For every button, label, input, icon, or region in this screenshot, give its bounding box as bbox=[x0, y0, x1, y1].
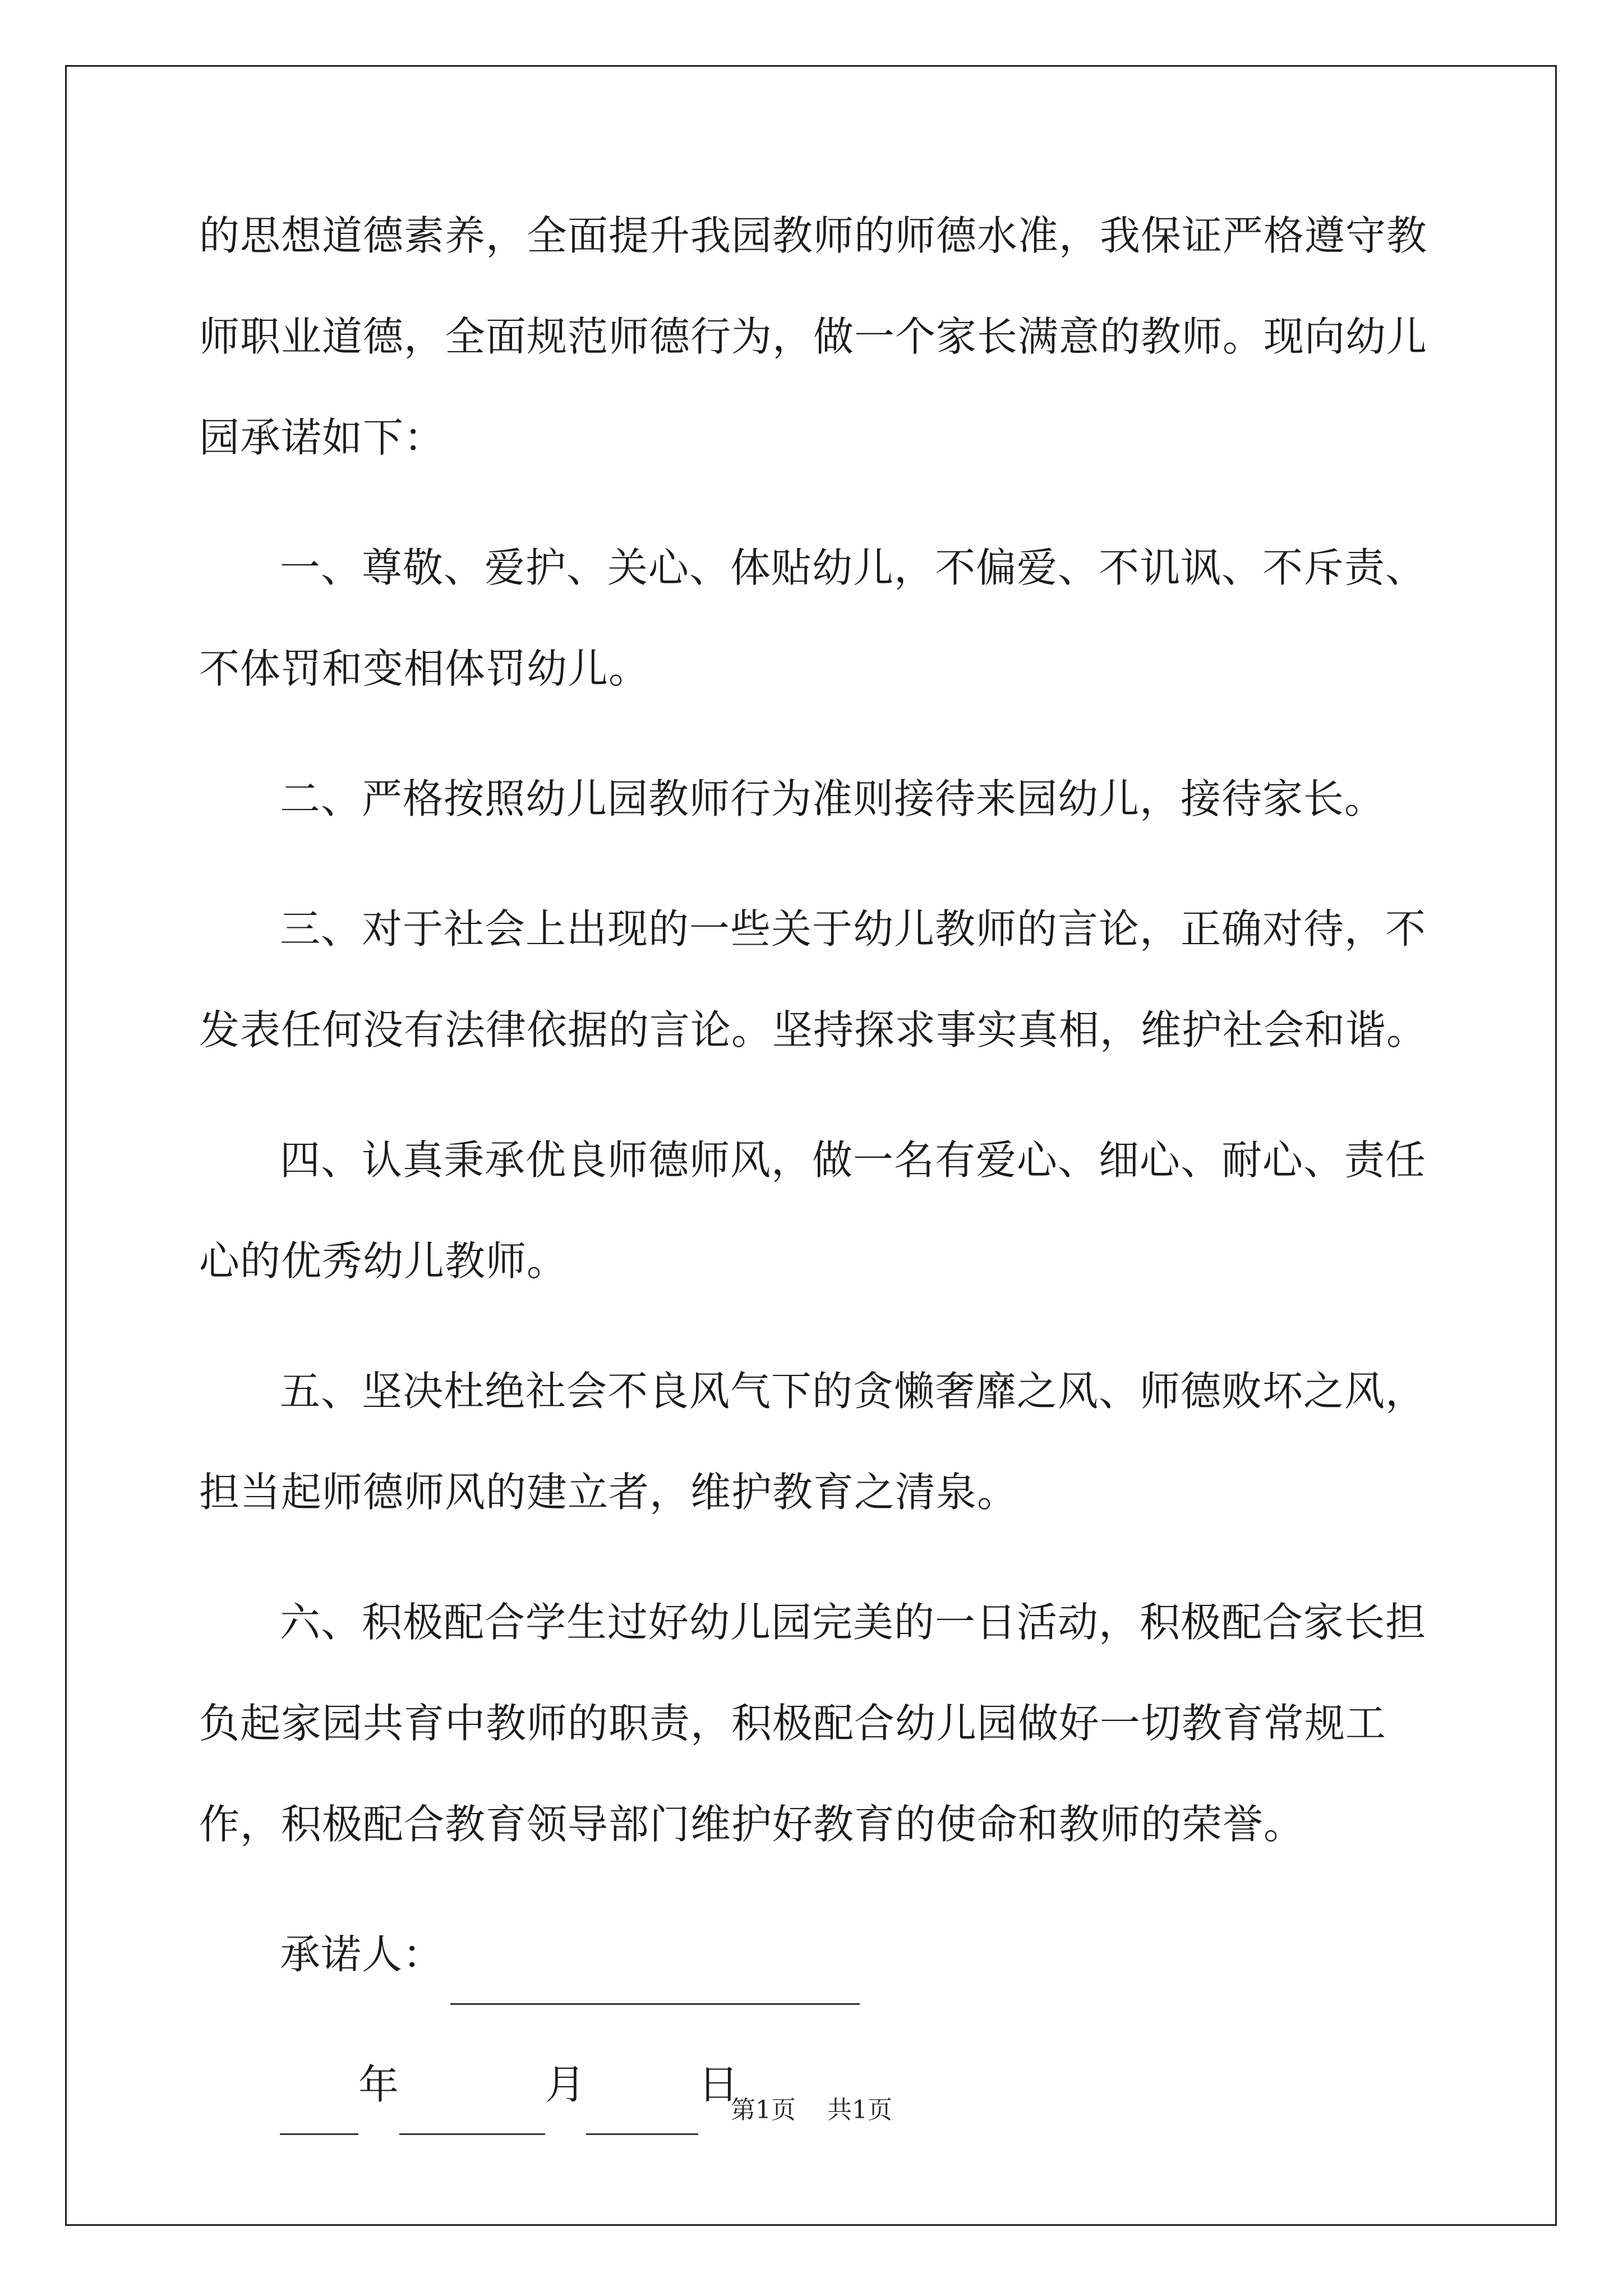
paragraph-item-4: 四、认真秉承优良师德师风，做一名有爱心、细心、耐心、责任心的优秀幼儿教师。 bbox=[199, 1137, 1427, 1285]
month-label: 月 bbox=[545, 2061, 587, 2108]
signature-blank[interactable] bbox=[450, 1943, 860, 2005]
day-label: 日 bbox=[698, 2061, 740, 2108]
page-number-total: 共1页 bbox=[827, 2096, 892, 2124]
document-body bbox=[199, 185, 1433, 2164]
paragraph-item-1: 一、尊敬、爱护、关心、体贴幼儿，不偏爱、不讥讽、不斥责、不体罚和变相体罚幼儿。 bbox=[199, 544, 1427, 692]
paragraph-item-3: 三、对于社会上出现的一些关于幼儿教师的言论，正确对待，不发表任何没有法律依据的言论。坚持探求事实真相，维护社会和谐。 bbox=[199, 905, 1428, 1053]
page-footer bbox=[0, 2090, 1623, 2125]
signature-label: 承诺人： bbox=[280, 1931, 444, 1978]
paragraph-item-6: 六、积极配合学生过好幼儿园完美的一日活动，积极配合家长担负起家园共育中教师的职责，积极配合幼儿园做好一切教育常规工作，积极配合教育领导部门维护好教育的使命和教师的荣誉。 bbox=[199, 1599, 1427, 1848]
paragraph-item-5: 五、坚决杜绝社会不良风气下的贪懒奢靡之风、师德败坏之风，担当起师德师风的建立者，维护教育之清泉。 bbox=[199, 1368, 1427, 1516]
paragraph-item-2: 二、严格按照幼儿园教师行为准则接待来园幼儿，接待家长。 bbox=[280, 775, 1386, 822]
paragraph-intro: 的思想道德素养，全面提升我园教师的师德水准，我保证严格遵守教师职业道德，全面规范师德行为，做一个家长满意的教师。现向幼儿园承诺如下： bbox=[199, 212, 1428, 461]
signature-row bbox=[199, 1904, 1433, 2005]
year-label: 年 bbox=[358, 2061, 400, 2108]
page-number-current: 第1页 bbox=[731, 2096, 796, 2124]
